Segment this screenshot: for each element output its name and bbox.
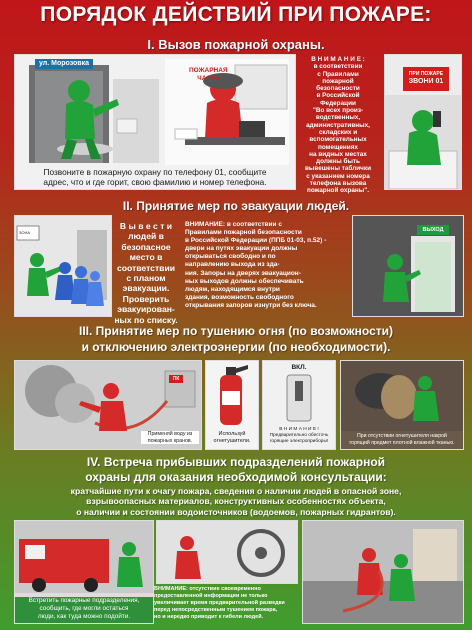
- section4-warning: ВНИМАНИЕ: отсутствие своевременно предоставленной информации не только увеличивает время предварительной разведки перед непосредственным тушением пожара, но и нередко приводит к гибели людей.: [154, 586, 285, 620]
- section4-text: кратчайшие пути к очагу пожара, сведения о наличии людей в опасной зоне, взрывоопасных материалов, конструктивных особенностях объекта, о наличии и состоянии водоисточников (водоемов, пожарных гидрантов).: [70, 486, 402, 517]
- room-label: ЗОНА: [19, 230, 31, 235]
- poster-title: ПОРЯДОК ДЕЙСТВИЙ ПРИ ПОЖАРЕ:: [40, 3, 432, 26]
- hose-illustration: [14, 360, 202, 450]
- street-illustration: [302, 520, 464, 624]
- evacuation-illustration: [14, 215, 112, 317]
- call-caption: Позвоните в пожарную охрану по телефону 01, сообщите адрес, что и где горит, свою фамилию и номер телефона.: [43, 167, 267, 187]
- hydrant-sign: ПК: [169, 375, 183, 383]
- section4-heading: IV. Встреча прибывших подразделений пожарной охраны для оказания необходимой консультации:: [85, 455, 387, 484]
- switch-caption: В Н И М А Н И Е ! Предварительно обесточь горящие электроприборы!: [269, 427, 329, 444]
- section1-warning: В Н И М А Н И Е : в соответствии с Правилами пожарной безопасности в Российской Федерации "Во всех произ- водственных, административных, складских и вспомогательных помещениях на видных местах должны быть вывешены таблички с указанием номера телефона вызова пожарной охраны".: [304, 56, 372, 195]
- fire-truck-illustration: [14, 520, 154, 624]
- extinguisher-caption: Используй огнетушители.: [213, 431, 251, 444]
- extinguisher-illustration: [205, 360, 259, 450]
- fire-unit-label: ПОЖАРНАЯ ЧАСТЬ: [189, 67, 228, 82]
- section1-heading: I. Вызов пожарной охраны.: [147, 37, 325, 52]
- section3-heading: III. Принятие мер по тушению огня (по возможности) и отключению электроэнергии (по необходимости).: [79, 324, 393, 354]
- exit-illustration: [352, 215, 464, 317]
- hose-caption: Применяй воду из пожарных кранов.: [141, 431, 199, 444]
- section2-warning: ВНИМАНИЕ: в соответствии с Правилами пожарной безопасности в Российской Федерации (ППБ 01-03, п.52) - двери на путях эвакуации должны открываться свободно и по направлению выхода из зда- ния. Запоры на дверях эвакуацион- ных выходов должны обеспечивать людям, находящимся внутри здания, возможность свободного открывания запоров изнутри без ключа.: [185, 221, 327, 309]
- section2-heading: II. Принятие мер по эвакуации людей.: [122, 199, 350, 213]
- switch-illustration: [262, 360, 336, 450]
- blanket-illustration: [340, 360, 464, 450]
- evacuate-instruction: В ы в е с т и людей в безопасное место в соответствии с планом эвакуации. Проверить эвакуирован- ных по списку.: [114, 221, 178, 325]
- switch-label: ВКЛ.: [291, 364, 307, 371]
- exit-sign: ВЫХОД: [417, 225, 449, 235]
- street-sign: ул. Морозовка: [35, 59, 93, 69]
- meet-caption: Встретить пожарные подразделения, сообщить, где могли остаться люди, как туда можно подойти.: [15, 597, 153, 623]
- blanket-caption: При отсутствии огнетушителя накрой горящий предмет плотной влажной тканью.: [349, 433, 455, 446]
- call-01-sign: ПРИ ПОЖАРЕ ЗВОНИ 01: [403, 67, 449, 91]
- hose-reel-illustration: [156, 520, 298, 584]
- phone-user-figure: [385, 95, 461, 189]
- door-scene: [21, 59, 161, 165]
- phone-sign-illustration: [384, 54, 462, 190]
- section1-illustration: [14, 54, 296, 190]
